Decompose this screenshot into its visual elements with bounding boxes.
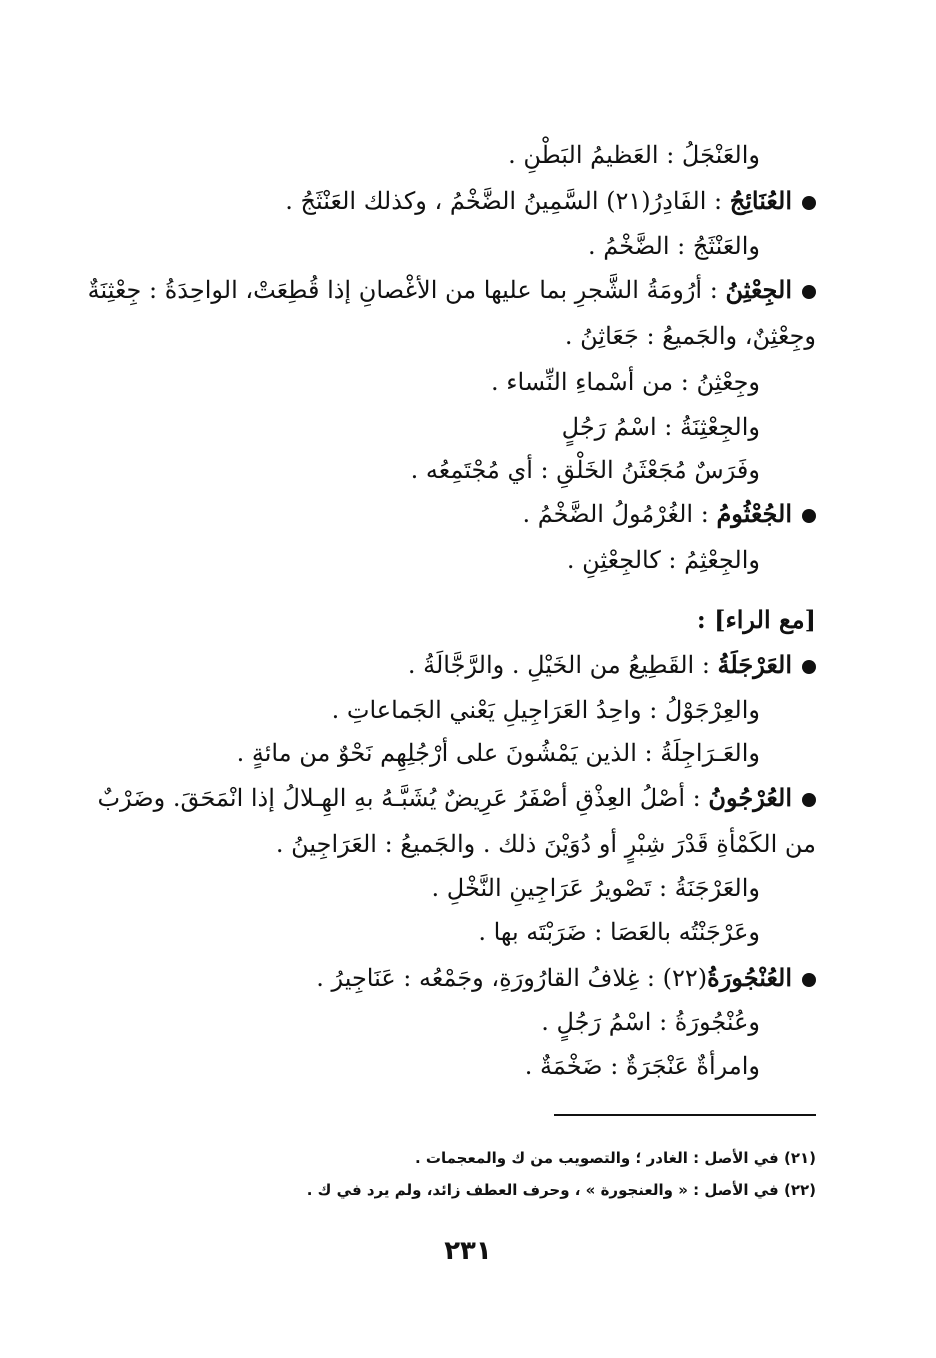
entry-line xyxy=(88,270,816,310)
entry-line xyxy=(97,778,816,818)
entry-headword: العُرْجُونُ xyxy=(708,783,792,812)
entry-text: (٢٢) : غِلافُ القارُورَةِ، وجَمْعُه : عَنَاجِيرُ . xyxy=(316,964,708,992)
bullet-icon xyxy=(802,660,816,674)
footnote: (٢٢) في الأصل : « والعنجورة » ، وحرف العطف زائد، ولم يرد في ك . xyxy=(306,1181,816,1199)
entry-text: : أرُومَةُ الشَّجرِ بما عليها من الأغْصانِ إذا قُطِعَتْ، الواحِدَةُ : جِعْثِنَةٌ xyxy=(87,276,726,304)
entry-line xyxy=(285,181,816,221)
entry-text: من الكَمْأةِ قَدْرَ شِبْرٍ أو دُوَيْنَ ذلك . والجَميعُ : العَرَاجِينُ . xyxy=(275,830,816,858)
entry-text: وجِعْثِنُ : من أسْماءِ النِّساء . xyxy=(491,368,760,396)
entry-headword: العَرْجَلَةُ xyxy=(717,650,792,679)
entry-line xyxy=(316,958,816,998)
entry-headword: الجِعْثِنُ xyxy=(725,275,792,304)
entry-text: والعِرْجَوْلُ : واحِدُ العَرَاجِيلِ يَعْني الجَماعاتِ . xyxy=(331,696,760,724)
bullet-icon xyxy=(802,509,816,523)
entry-text: والعَنْثَجُ : الضَّخْمُ . xyxy=(588,232,760,260)
page-number: ٢٣١ xyxy=(444,1236,492,1266)
text-line xyxy=(565,316,816,356)
text-line xyxy=(562,407,760,447)
entry-text: والجِعْثِمُ : كالجِعْثِنِ . xyxy=(566,546,760,574)
footnote: (٢١) في الأصل : الغادر ؛ والتصويب من ك والمعجمات . xyxy=(415,1149,816,1167)
text-line xyxy=(508,135,760,175)
section-title: [مع الراء] : xyxy=(696,605,816,634)
entry-text: وعَرْجَنْتُه بالعَصَا : ضَرَبْتَه بها . xyxy=(478,918,760,946)
entry-text: والعَـرَاجِلَةُ : الذين يَمْشُونَ على أرْجُلِهِم نَحْوٌ من مائةٍ . xyxy=(236,739,760,767)
bullet-icon xyxy=(802,793,816,807)
section-heading xyxy=(697,600,816,640)
bullet-icon xyxy=(802,196,816,210)
text-line xyxy=(276,824,816,864)
text-line xyxy=(411,450,760,490)
text-line xyxy=(541,1002,760,1042)
text-line xyxy=(478,912,760,952)
text-line xyxy=(525,1046,760,1086)
entry-headword: العُنَائِجُ xyxy=(729,186,792,215)
entry-headword: العُنْجُورَةُ xyxy=(707,963,792,992)
entry-text: : القَطِيعُ من الخَيْلِ . والرَّجَّالَةُ . xyxy=(407,651,718,679)
entry-headword: الجُعْثُومُ xyxy=(716,499,792,528)
text-line xyxy=(332,690,760,730)
entry-text: والجِعْثِنَةُ : اسْمُ رَجُلٍ xyxy=(561,413,760,441)
entry-text: : الغُرْمُولُ الضَّخْمُ . xyxy=(522,500,717,528)
entry-text: وامرأةٌ عَنْجَرَةٌ : ضَخْمَةٌ . xyxy=(524,1052,760,1080)
text-line xyxy=(432,868,760,908)
text-line xyxy=(567,540,760,580)
entry-text: والعَنْجَلُ : العَظيمُ البَطْنِ . xyxy=(508,141,760,169)
bullet-icon xyxy=(802,285,816,299)
entry-text: : الفَادِرُ(٢١) السَّمِينُ الضَّخْمُ ، وكذلك العَنْثَجُ . xyxy=(285,187,730,215)
bullet-icon xyxy=(802,973,816,987)
entry-text: وجِعْثِنٌ، والجَميعُ : جَعَاثِنُ . xyxy=(564,322,816,350)
entry-text: : أصْلُ العِذْقِ أصْفَرُ عَرِيضٌ يُشَبَّـهُ بهِ الهِـلالُ إذا انْمَحَقَ. وضَرْبٌ xyxy=(97,784,709,812)
entry-text: وفَرَسٌ مُجَعْثَنُ الخَلْقِ : أي مُجْتَمِعُه . xyxy=(410,456,760,484)
footnote-divider xyxy=(554,1114,816,1116)
text-line xyxy=(237,733,760,773)
text-line xyxy=(491,362,760,402)
entry-line xyxy=(522,494,816,534)
entry-text: وعُنْجُورَةُ : اسْمُ رَجُلٍ . xyxy=(541,1008,760,1036)
text-line xyxy=(588,226,760,266)
entry-line xyxy=(408,645,816,685)
entry-text: والعَرْجَنَةُ : تَصْويرُ عَرَاجِينِ النَّخْلِ . xyxy=(431,874,760,902)
